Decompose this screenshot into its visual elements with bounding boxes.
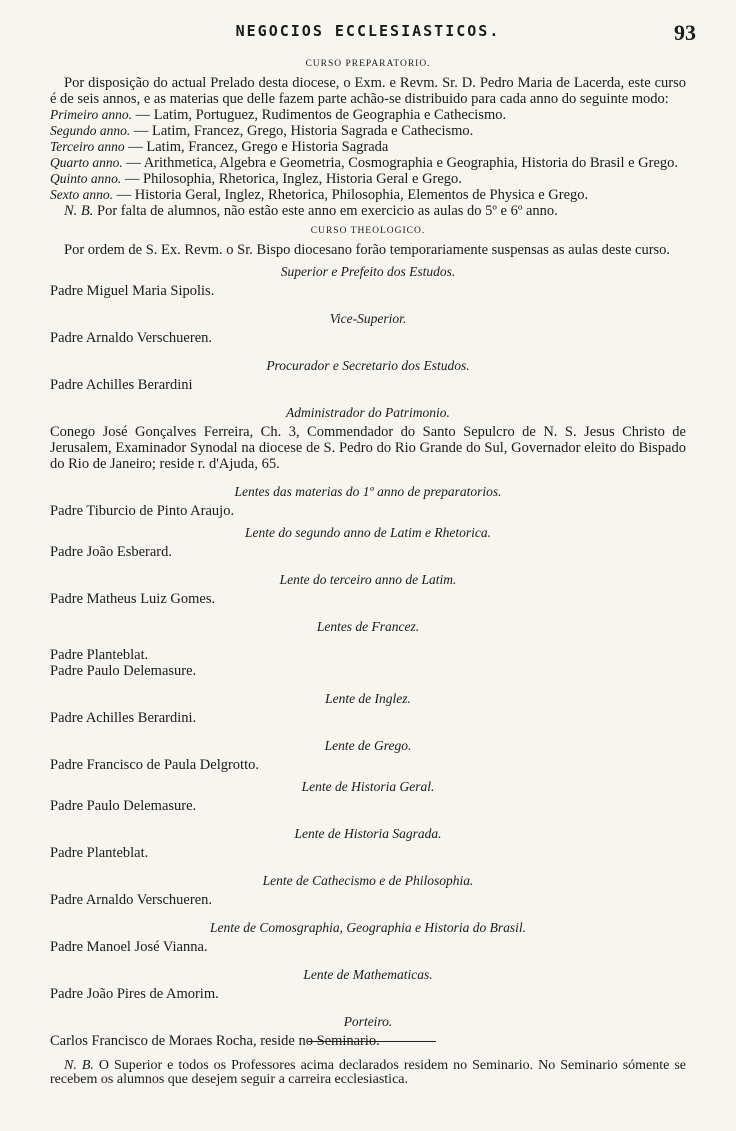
year-entry	[50, 123, 686, 139]
page-body	[50, 54, 686, 1087]
staff-role: Procurador e Secretario dos Estudos.	[266, 358, 470, 373]
final-note-label: N. B.	[64, 1058, 94, 1073]
year-entry	[50, 107, 686, 123]
staff-name: Padre Paulo Delemasure.	[50, 798, 197, 814]
year-entry	[50, 155, 686, 171]
year-label: Segundo anno.	[50, 123, 131, 138]
staff-role: Lente de Historia Sagrada.	[294, 826, 442, 841]
staff-role: Lente do segundo anno de Latim e Rhetorica.	[245, 525, 491, 540]
staff-role: Lente do terceiro anno de Latim.	[279, 572, 457, 587]
year-subjects: — Latim, Portuguez, Rudimentos de Geographia e Cathecismo.	[135, 107, 507, 123]
staff-name: Padre Paulo Delemasure.	[50, 663, 197, 679]
year-subjects: — Latim, Francez, Grego, Historia Sagrada e Cathecismo.	[133, 123, 474, 139]
year-entry	[50, 187, 686, 203]
year-label: Sexto anno.	[50, 187, 113, 202]
curso-preparatorio-intro: Por disposição do actual Prelado desta diocese, o Exm. e Revm. Sr. D. Pedro Maria de Lacerda, este curso é de seis annos, e as materias que delle fazem parte achão-se distribuido para cada anno do seguinte modo:	[50, 75, 686, 107]
curso-preparatorio-heading: CURSO PREPARATORIO.	[305, 59, 431, 69]
staff-role: Lente de Inglez.	[325, 691, 411, 706]
staff-name: Conego José Gonçalves Ferreira, Ch. 3, Commendador do Santo Sepulcro de N. S. Jesus Christo de Jerusalem, Examinador Synodal na diocese de S. Pedro do Rio Grande do Sul, Governador eleito do Bispado do Rio de Janeiro; reside r. d'Ajuda, 65.	[50, 424, 686, 472]
staff-name: Padre João Pires de Amorim.	[50, 986, 219, 1002]
staff-name: Padre Planteblat.	[50, 647, 149, 663]
year-label: Terceiro anno	[50, 139, 125, 154]
staff-name: Padre Tiburcio de Pinto Araujo.	[50, 503, 235, 519]
year-subjects: — Arithmetica, Algebra e Geometria, Cosmographia e Geographia, Historia do Brasil e Grego.	[126, 155, 679, 171]
staff-role: Lente de Historia Geral.	[301, 779, 435, 794]
staff-name: Padre Arnaldo Verschueren.	[50, 892, 212, 908]
staff-name: Padre Manoel José Vianna.	[50, 939, 208, 955]
staff-name: Padre João Esberard.	[50, 544, 172, 560]
staff-role: Lente de Mathematicas.	[303, 967, 433, 982]
nb-text: Por falta de alumnos, não estão este anno em exercicio as aulas do 5º e 6º anno.	[97, 203, 558, 219]
staff-name: Padre Matheus Luiz Gomes.	[50, 591, 216, 607]
staff-role: Lentes das materias do 1º anno de preparatorios.	[234, 484, 502, 499]
year-entry	[50, 139, 686, 155]
staff-role: Vice-Superior.	[329, 311, 407, 326]
year-label: Primeiro anno.	[50, 107, 132, 122]
staff-name: Padre Achilles Berardini	[50, 377, 193, 393]
curso-theologico-text: Por ordem de S. Ex. Revm. o Sr. Bispo diocesano forão temporariamente suspensas as aulas deste curso.	[64, 242, 671, 258]
page-number: 93	[674, 20, 696, 45]
final-note	[50, 1059, 686, 1087]
staff-name: Padre Francisco de Paula Delgrotto.	[50, 757, 259, 773]
year-label: Quarto anno.	[50, 155, 123, 170]
staff-role: Lente de Cathecismo e de Philosophia.	[262, 873, 474, 888]
staff-role: Lente de Grego.	[324, 738, 412, 753]
year-subjects: — Latim, Francez, Grego e Historia Sagrada	[128, 139, 389, 155]
section-title: NEGOCIOS ECCLESIASTICOS.	[235, 22, 501, 40]
staff-role: Porteiro.	[343, 1014, 393, 1029]
staff-role: Superior e Prefeito dos Estudos.	[280, 264, 456, 279]
closing-rule	[308, 1041, 436, 1042]
staff-name: Padre Arnaldo Verschueren.	[50, 330, 212, 346]
year-subjects: — Philosophia, Rhetorica, Inglez, Historia Geral e Grego.	[124, 171, 462, 187]
year-entry	[50, 171, 686, 187]
curso-preparatorio-nb	[50, 203, 686, 219]
staff-name: Padre Miguel Maria Sipolis.	[50, 283, 215, 299]
staff-name: Carlos Francisco de Moraes Rocha, reside no Seminario.	[50, 1033, 380, 1049]
staff-name: Padre Achilles Berardini.	[50, 710, 197, 726]
staff-role: Lentes de Francez.	[316, 619, 420, 634]
year-label: Quinto anno.	[50, 171, 122, 186]
staff-role: Administrador do Patrimonio.	[286, 405, 450, 420]
curso-theologico-heading: CURSO THEOLOGICO.	[310, 226, 426, 236]
page-header	[0, 22, 736, 50]
staff-name: Padre Planteblat.	[50, 845, 149, 861]
staff-list	[50, 264, 686, 1049]
nb-label: N. B.	[64, 203, 94, 219]
final-note-text: O Superior e todos os Professores acima declarados residem no Seminario. No Seminario sómente se recebem os alumnos que desejem seguir a carreira ecclesiastica.	[50, 1058, 687, 1087]
year-list	[50, 107, 686, 203]
staff-role: Lente de Comosgraphia, Geographia e Historia do Brasil.	[209, 920, 527, 935]
year-subjects: — Historia Geral, Inglez, Rhetorica, Philosophia, Elementos de Physica e Grego.	[116, 187, 589, 203]
